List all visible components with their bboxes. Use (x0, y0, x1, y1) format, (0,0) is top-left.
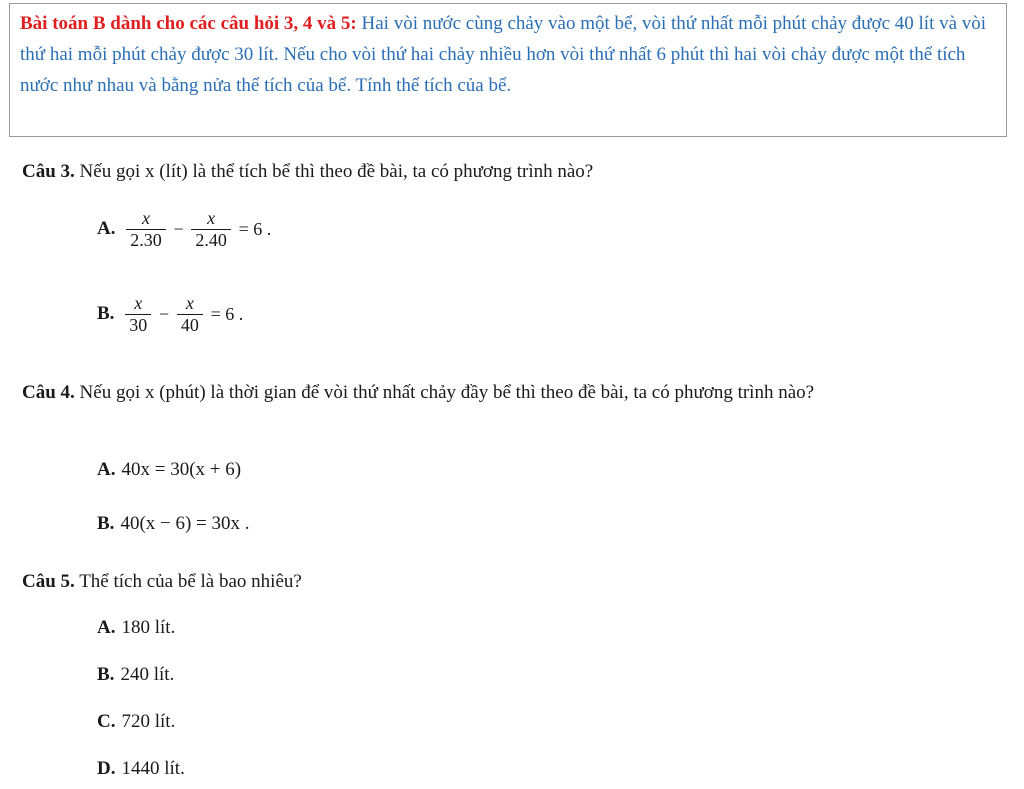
problem-statement-box (9, 3, 1007, 137)
equation-rhs: = 6 . (238, 219, 272, 239)
option-text: 240 lít. (120, 664, 175, 685)
question-3-option-b[interactable] (97, 293, 246, 336)
question-4-option-a[interactable] (97, 459, 241, 481)
numerator: x (185, 293, 194, 313)
option-text: 720 lít. (121, 711, 176, 732)
fraction (125, 293, 151, 336)
question-3-text: Nếu gọi x (lít) là thể tích bể thì theo đề bài, ta có phương trình nào? (74, 161, 594, 182)
problem-lead: Bài toán B dành cho các câu hỏi 3, 4 và 5: (20, 13, 357, 34)
fraction (126, 208, 166, 251)
option-label: B. (97, 302, 115, 324)
fraction (177, 293, 203, 336)
option-text: 180 lít. (121, 617, 176, 638)
option-label: A. (97, 459, 116, 480)
denominator: 2.40 (191, 229, 231, 251)
question-3-option-a[interactable] (97, 208, 274, 251)
question-4-label: Câu 4. (22, 382, 75, 403)
option-label: A. (97, 617, 116, 638)
option-label: D. (97, 758, 116, 779)
question-5-option-b[interactable] (97, 664, 174, 686)
question-4-option-b[interactable] (97, 513, 250, 535)
question-3-label: Câu 3. (22, 161, 75, 182)
question-4-text: Nếu gọi x (phút) là thời gian để vòi thứ nhất chảy đầy bể thì theo đề bài, ta có phương trình nào? (74, 382, 815, 403)
option-label: B. (97, 664, 115, 685)
option-text: 1440 lít. (121, 758, 185, 779)
numerator: x (141, 208, 150, 228)
denominator: 40 (177, 314, 203, 336)
numerator: x (134, 293, 143, 313)
question-4 (22, 377, 997, 408)
numerator: x (207, 208, 216, 228)
equation: 40x = 30(x + 6) (121, 459, 242, 480)
option-label: A. (97, 217, 116, 239)
option-label: C. (97, 711, 116, 732)
question-5-label: Câu 5. (22, 571, 75, 592)
problem-text: Hai vòi nước cùng chảy vào một bể, vòi thứ nhất mỗi phút chảy được 40 lít và vòi thứ hai mỗi phút chảy được 30 lít. Nếu cho vòi thứ hai chảy nhiều hơn vòi thứ nhất 6 phút thì hai vòi chảy được một thể tích nước như nhau và bằng nửa thể tích của bể. Tính thể tích của bể. (20, 13, 987, 96)
option-label: B. (97, 513, 115, 534)
question-5-option-d[interactable] (97, 758, 185, 780)
question-5-option-a[interactable] (97, 617, 175, 639)
question-5 (22, 566, 302, 597)
denominator: 2.30 (126, 229, 166, 251)
question-3 (22, 156, 1002, 187)
minus-sign: − (158, 304, 170, 324)
denominator: 30 (125, 314, 151, 336)
fraction (191, 208, 231, 251)
equation-rhs: = 6 . (210, 304, 244, 324)
minus-sign: − (173, 219, 184, 239)
question-5-text: Thể tích của bể là bao nhiêu? (74, 571, 302, 592)
question-5-option-c[interactable] (97, 711, 175, 733)
equation: 40(x − 6) = 30x . (120, 513, 250, 534)
